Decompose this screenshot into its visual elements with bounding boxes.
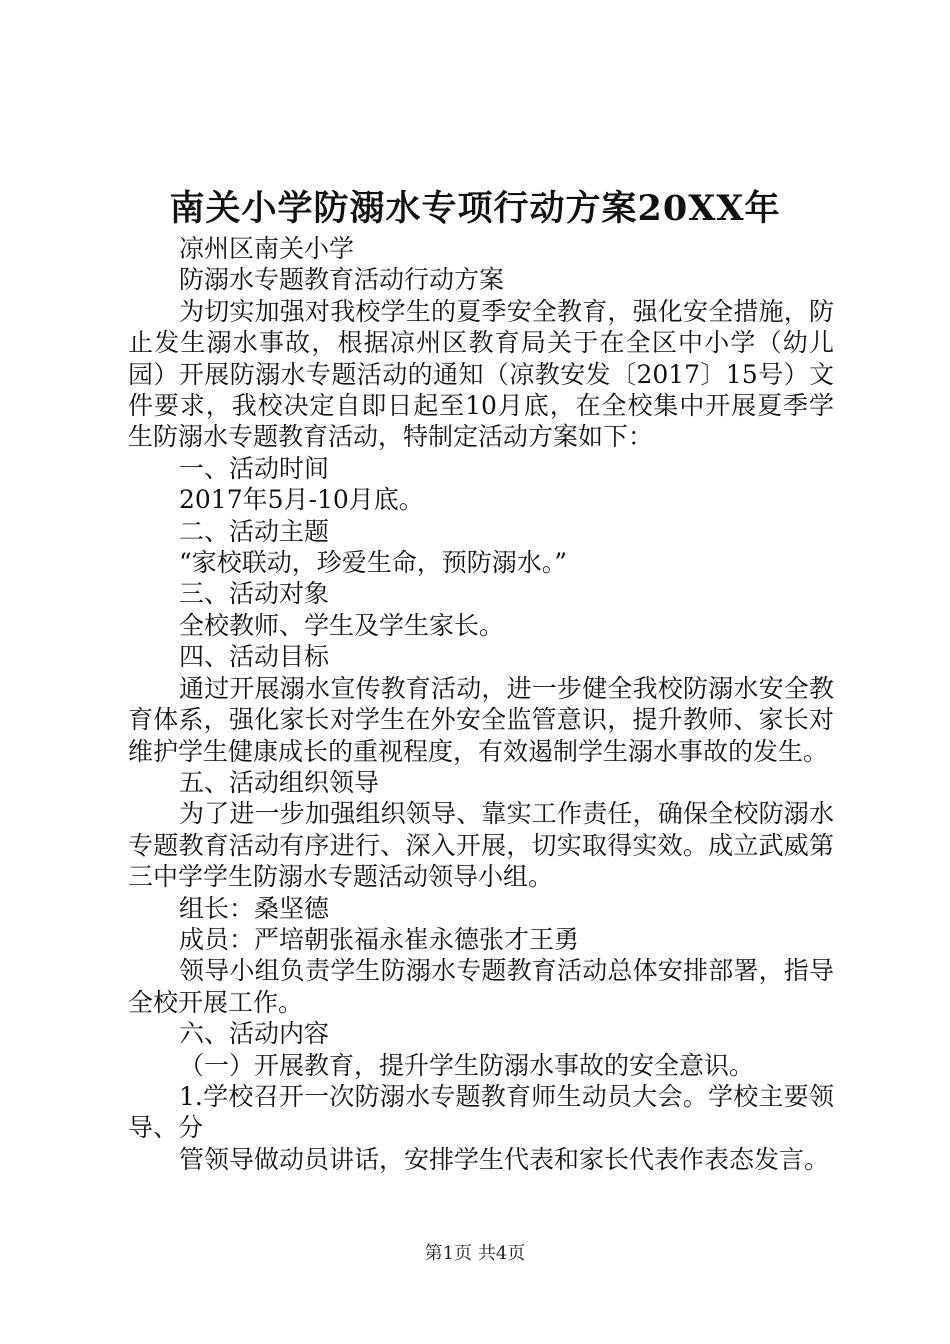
subsection-heading-education: （一）开展教育，提升学生防溺水事故的安全意识。	[179, 1050, 755, 1080]
item-1-continuation: 管领导做动员讲话，安排学生代表和家长代表作表态发言。	[179, 1144, 830, 1174]
leadership-paragraph: 为了进一步加强组织领导、靠实工作责任，确保全校防溺水专题教育活动有序进行、深入开展，切实取得实效。成立武威第三中学学生防溺水专题活动领导小组。	[128, 799, 834, 892]
section-heading-content: 六、活动内容	[179, 1019, 330, 1049]
school-name-line: 凉州区南关小学	[179, 234, 355, 263]
document-body	[128, 233, 834, 1175]
intro-paragraph: 为切实加强对我校学生的夏季安全教育，强化安全措施，防止发生溺水事故，根据凉州区教育局关于在全区中小学（幼儿园）开展防溺水专题活动的通知（凉教安发〔2017〕15号）文件要求，我校决定自即日起至10月底，在全校集中开展夏季学生防溺水专题教育活动，特制定活动方案如下：	[128, 296, 834, 452]
section-heading-time: 一、活动时间	[179, 453, 330, 483]
section-heading-theme: 二、活动主题	[179, 516, 330, 546]
page-number-footer: 第1页 共4页	[424, 1243, 526, 1264]
target-paragraph: 全校教师、学生及学生家长。	[179, 610, 505, 640]
group-members-line: 成员：严培朝张福永崔永德张才王勇	[179, 924, 580, 954]
time-paragraph: 2017年5月-10月底。	[179, 485, 424, 515]
group-duty-paragraph: 领导小组负责学生防溺水专题教育活动总体安排部署，指导全校开展工作。	[128, 956, 834, 1017]
theme-paragraph: “家校联动，珍爱生命，预防溺水。”	[179, 548, 568, 578]
goal-paragraph: 通过开展溺水宣传教育活动，进一步健全我校防溺水安全教育体系，强化家长对学生在外安全监管意识，提升教师、家长对维护学生健康成长的重视程度，有效遏制学生溺水事故的发生。	[128, 673, 834, 766]
section-heading-goal: 四、活动目标	[179, 642, 330, 672]
group-leader-line: 组长：桑坚德	[179, 893, 330, 923]
section-heading-target: 三、活动对象	[179, 579, 330, 609]
section-heading-leadership: 五、活动组织领导	[179, 767, 380, 797]
document-title: 南关小学防溺水专项行动方案20XX年	[169, 188, 781, 229]
item-1-paragraph: 1.学校召开一次防溺水专题教育师生动员大会。学校主要领导、分	[128, 1081, 834, 1143]
plan-name-line: 防溺水专题教育活动行动方案	[179, 265, 505, 295]
